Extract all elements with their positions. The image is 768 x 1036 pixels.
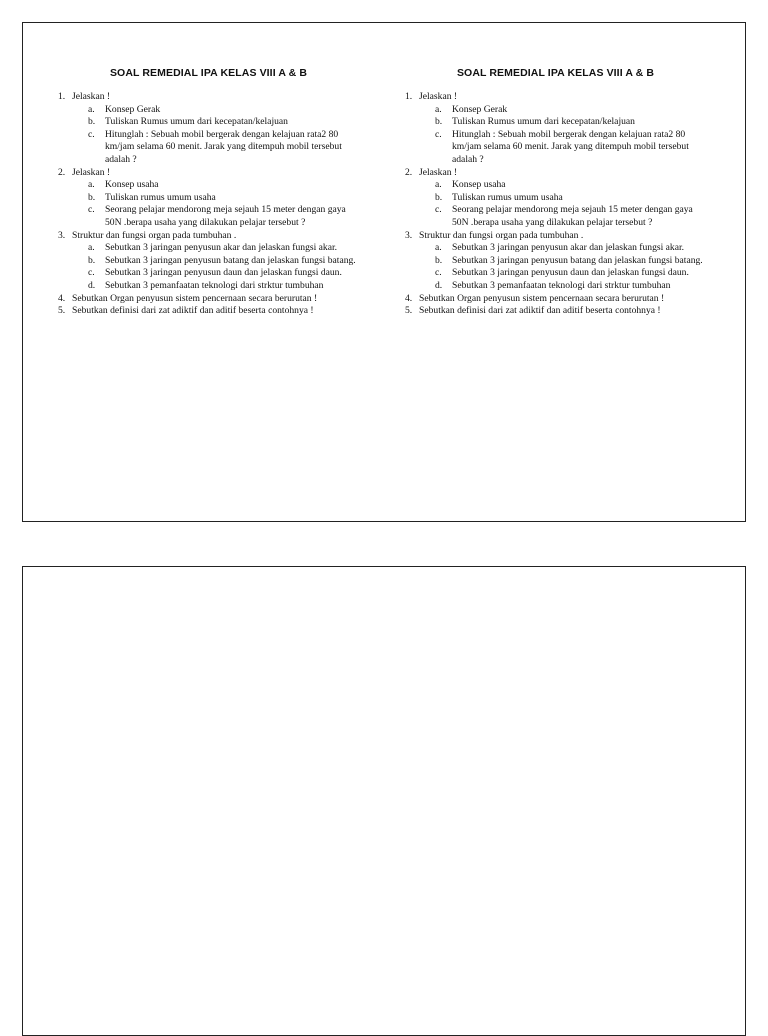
sub-question-letter: c. [435, 128, 442, 140]
question-item [56, 91, 361, 167]
sub-question-text: Hitunglah : Sebuah mobil bergerak dengan kelajuan rata2 80 km/jam selama 60 menit. Jarak yang ditempuh mobil tersebut adalah ? [105, 128, 342, 165]
sub-question-letter: b. [435, 254, 443, 266]
sub-question-item [419, 192, 708, 205]
sub-question-item [72, 255, 361, 268]
sub-question-text: Seorang pelajar mendorong meja sejauh 15 meter dengan gaya 50N .berapa usaha yang dilakukan pelajar tersebut ? [452, 204, 693, 228]
question-item [56, 293, 361, 306]
question-number: 3. [58, 229, 66, 241]
sub-question-text: Tuliskan rumus umum usaha [105, 191, 216, 203]
sub-question-list [419, 104, 708, 167]
sub-question-item [419, 204, 708, 229]
question-text: Struktur dan fungsi organ pada tumbuhan . [72, 229, 237, 241]
question-item [56, 305, 361, 318]
sub-question-letter: d. [88, 279, 96, 291]
sub-question-text: Tuliskan Rumus umum dari kecepatan/kelajuan [452, 116, 635, 128]
question-item [56, 167, 361, 230]
question-list [403, 91, 708, 318]
sub-question-letter: c. [435, 267, 442, 279]
sub-question-text: Konsep Gerak [452, 103, 508, 115]
question-number: 2. [58, 166, 66, 178]
question-item [403, 91, 708, 167]
question-text: Jelaskan ! [72, 166, 111, 178]
sub-question-letter: c. [88, 267, 95, 279]
sub-question-item [419, 242, 708, 255]
sheet-title: SOAL REMEDIAL IPA KELAS VIII A & B [456, 67, 655, 79]
sub-question-text: Sebutkan 3 jaringan penyusun akar dan jelaskan fungsi akar. [452, 242, 685, 254]
sub-question-letter: a. [435, 179, 442, 191]
question-item [403, 167, 708, 230]
sub-question-letter: b. [88, 116, 96, 128]
sub-question-item [72, 242, 361, 255]
sub-question-letter: c. [88, 204, 95, 216]
exam-column-right [403, 67, 708, 318]
question-number: 5. [405, 305, 413, 317]
sub-question-item [419, 255, 708, 268]
question-text: Sebutkan Organ penyusun sistem pencernaan secara berurutan ! [72, 292, 318, 304]
sub-question-item [419, 280, 708, 293]
exam-column-left [56, 67, 361, 318]
sub-question-text: Sebutkan 3 jaringan penyusun batang dan jelaskan fungsi batang. [452, 254, 703, 266]
sub-question-list [72, 104, 361, 167]
sub-question-text: Sebutkan 3 pemanfaatan teknologi dari strktur tumbuhan [452, 279, 671, 291]
sub-question-text: Tuliskan Rumus umum dari kecepatan/kelajuan [105, 116, 288, 128]
sub-question-letter: a. [88, 103, 95, 115]
sub-question-item [72, 192, 361, 205]
sub-question-letter: b. [88, 191, 96, 203]
sub-question-item [419, 104, 708, 117]
sub-question-text: Sebutkan 3 jaringan penyusun batang dan jelaskan fungsi batang. [105, 254, 356, 266]
sub-question-item [72, 280, 361, 293]
question-list [56, 91, 361, 318]
question-text: Struktur dan fungsi organ pada tumbuhan . [419, 229, 584, 241]
question-item [403, 293, 708, 306]
sub-question-item [419, 267, 708, 280]
question-text: Sebutkan definisi dari zat adiktif dan aditif beserta contohnya ! [419, 305, 661, 317]
sub-question-text: Sebutkan 3 jaringan penyusun daun dan jelaskan fungsi daun. [105, 267, 342, 279]
question-text: Sebutkan definisi dari zat adiktif dan aditif beserta contohnya ! [72, 305, 314, 317]
question-number: 3. [405, 229, 413, 241]
question-text: Jelaskan ! [419, 166, 458, 178]
sub-question-text: Hitunglah : Sebuah mobil bergerak dengan kelajuan rata2 80 km/jam selama 60 menit. Jarak yang ditempuh mobil tersebut adalah ? [452, 128, 689, 165]
sub-question-item [72, 116, 361, 129]
question-text: Sebutkan Organ penyusun sistem pencernaan secara berurutan ! [419, 292, 665, 304]
sub-question-letter: c. [88, 128, 95, 140]
question-text: Jelaskan ! [419, 91, 458, 102]
question-item [56, 230, 361, 293]
question-number: 1. [405, 91, 413, 102]
question-number: 4. [405, 292, 413, 304]
sub-question-letter: b. [88, 254, 96, 266]
sub-question-letter: d. [435, 279, 443, 291]
sub-question-item [72, 129, 361, 167]
sub-question-letter: b. [435, 116, 443, 128]
sub-question-text: Tuliskan rumus umum usaha [452, 191, 563, 203]
sub-question-letter: a. [435, 242, 442, 254]
document-page-2 [22, 566, 746, 1036]
question-number: 5. [58, 305, 66, 317]
question-number: 4. [58, 292, 66, 304]
sub-question-text: Sebutkan 3 jaringan penyusun daun dan jelaskan fungsi daun. [452, 267, 689, 279]
sub-question-text: Sebutkan 3 jaringan penyusun akar dan jelaskan fungsi akar. [105, 242, 338, 254]
question-text: Jelaskan ! [72, 91, 111, 102]
sub-question-item [72, 104, 361, 117]
sub-question-letter: c. [435, 204, 442, 216]
sub-question-list [72, 242, 361, 292]
document-page-1 [22, 22, 746, 522]
sub-question-list [419, 242, 708, 292]
sub-question-letter: a. [435, 103, 442, 115]
sub-question-text: Konsep usaha [105, 179, 159, 191]
sub-question-item [419, 179, 708, 192]
sub-question-letter: b. [435, 191, 443, 203]
sub-question-list [419, 179, 708, 229]
question-item [403, 305, 708, 318]
sheet-title: SOAL REMEDIAL IPA KELAS VIII A & B [109, 67, 308, 79]
sub-question-item [72, 267, 361, 280]
sub-question-letter: a. [88, 179, 95, 191]
sub-question-text: Sebutkan 3 pemanfaatan teknologi dari strktur tumbuhan [105, 279, 324, 291]
sub-question-item [72, 204, 361, 229]
sub-question-text: Konsep usaha [452, 179, 506, 191]
sub-question-item [72, 179, 361, 192]
sub-question-text: Konsep Gerak [105, 103, 161, 115]
sub-question-letter: a. [88, 242, 95, 254]
sub-question-item [419, 116, 708, 129]
sub-question-text: Seorang pelajar mendorong meja sejauh 15 meter dengan gaya 50N .berapa usaha yang dilakukan pelajar tersebut ? [105, 204, 346, 228]
sub-question-list [72, 179, 361, 229]
question-item [403, 230, 708, 293]
question-number: 2. [405, 166, 413, 178]
question-number: 1. [58, 91, 66, 102]
sub-question-item [419, 129, 708, 167]
